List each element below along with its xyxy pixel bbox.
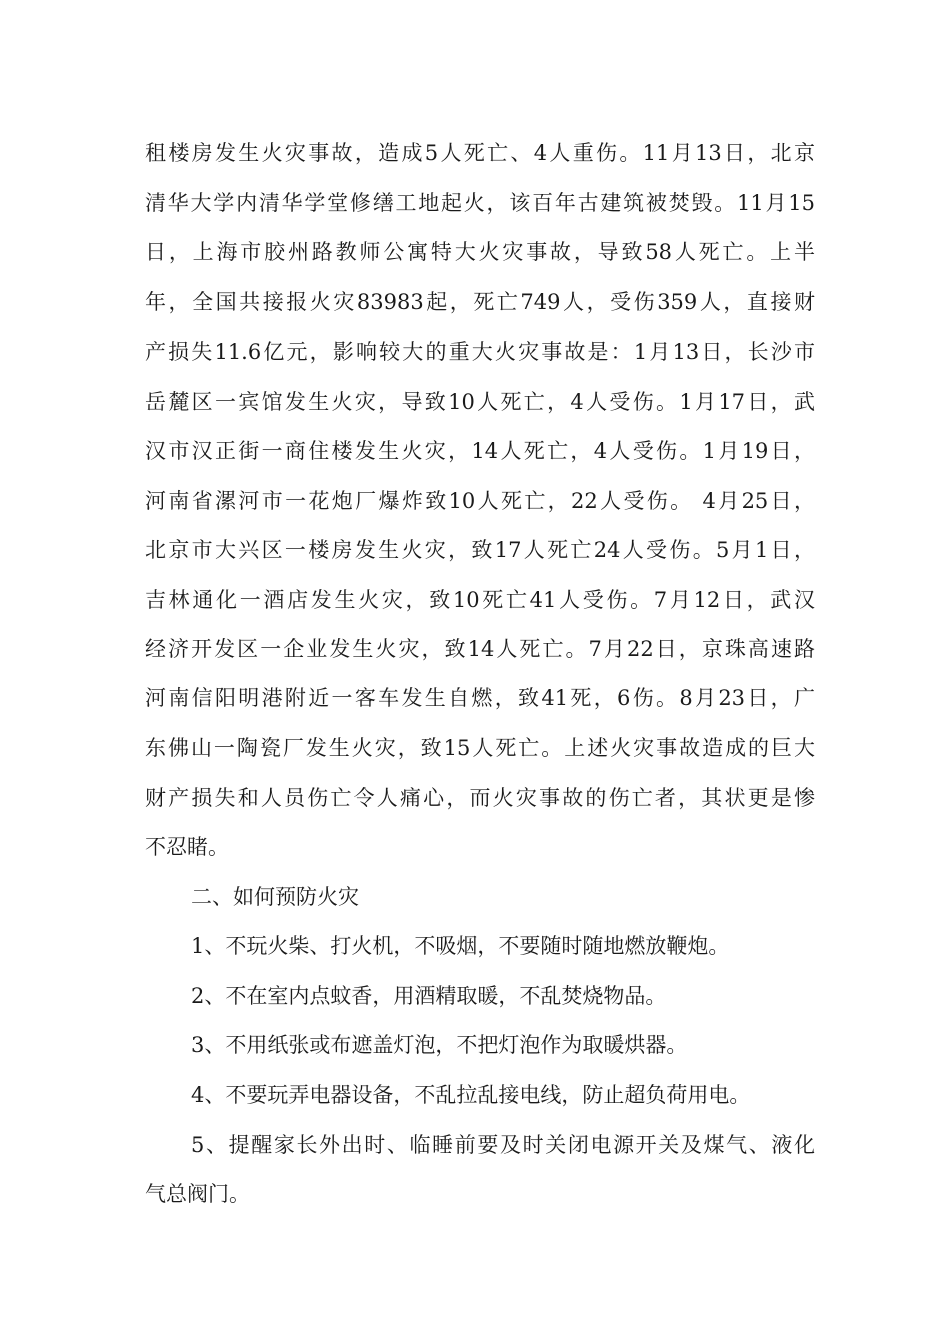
paragraph-line: 河南信阳明港附近一客车发生自燃，致41死，6伤。8月23日，广	[145, 686, 815, 710]
list-item: 3、不用纸张或布遮盖灯泡，不把灯泡作为取暖烘器。	[191, 1033, 688, 1057]
paragraph-line: 日，上海市胶州路教师公寓特大火灾事故，导致58人死亡。上半	[145, 240, 815, 264]
list-item-continuation: 气总阀门。	[145, 1182, 250, 1206]
paragraph-line: 汉市汉正街一商住楼发生火灾，14人死亡，4人受伤。1月19日，	[145, 439, 815, 463]
paragraph-last-line: 不忍睹。	[145, 835, 229, 859]
list-item: 1、不玩火柴、打火机，不吸烟，不要随时随地燃放鞭炮。	[191, 934, 730, 958]
list-item: 5、提醒家长外出时、临睡前要及时关闭电源开关及煤气、液化	[191, 1133, 815, 1157]
paragraph-line: 北京市大兴区一楼房发生火灾，致17人死亡24人受伤。5月1日，	[145, 538, 815, 562]
paragraph-line: 河南省漯河市一花炮厂爆炸致10人死亡，22人受伤。 4月25日，	[145, 489, 815, 513]
list-item: 2、不在室内点蚊香，用酒精取暖，不乱焚烧物品。	[191, 984, 667, 1008]
paragraph-line: 岳麓区一宾馆发生火灾，导致10人死亡，4人受伤。1月17日，武	[145, 390, 815, 414]
paragraph-line: 清华大学内清华学堂修缮工地起火，该百年古建筑被焚毁。11月15	[145, 191, 815, 215]
section-heading: 二、如何预防火灾	[191, 885, 359, 909]
paragraph-line: 经济开发区一企业发生火灾，致14人死亡。7月22日，京珠高速路	[145, 637, 815, 661]
paragraph-line: 租楼房发生火灾事故，造成5人死亡、4人重伤。11月13日，北京	[145, 141, 815, 165]
paragraph-line: 吉林通化一酒店发生火灾，致10死亡41人受伤。7月12日，武汉	[145, 588, 815, 612]
paragraph-line: 年，全国共接报火灾83983起，死亡749人，受伤359人，直接财	[145, 290, 815, 314]
list-item: 4、不要玩弄电器设备，不乱拉乱接电线，防止超负荷用电。	[191, 1083, 751, 1107]
paragraph-line: 财产损失和人员伤亡令人痛心，而火灾事故的伤亡者，其状更是惨	[145, 786, 815, 810]
paragraph-line: 产损失11.6亿元，影响较大的重大火灾事故是：1月13日，长沙市	[145, 340, 815, 364]
paragraph-line: 东佛山一陶瓷厂发生火灾，致15人死亡。上述火灾事故造成的巨大	[145, 736, 815, 760]
